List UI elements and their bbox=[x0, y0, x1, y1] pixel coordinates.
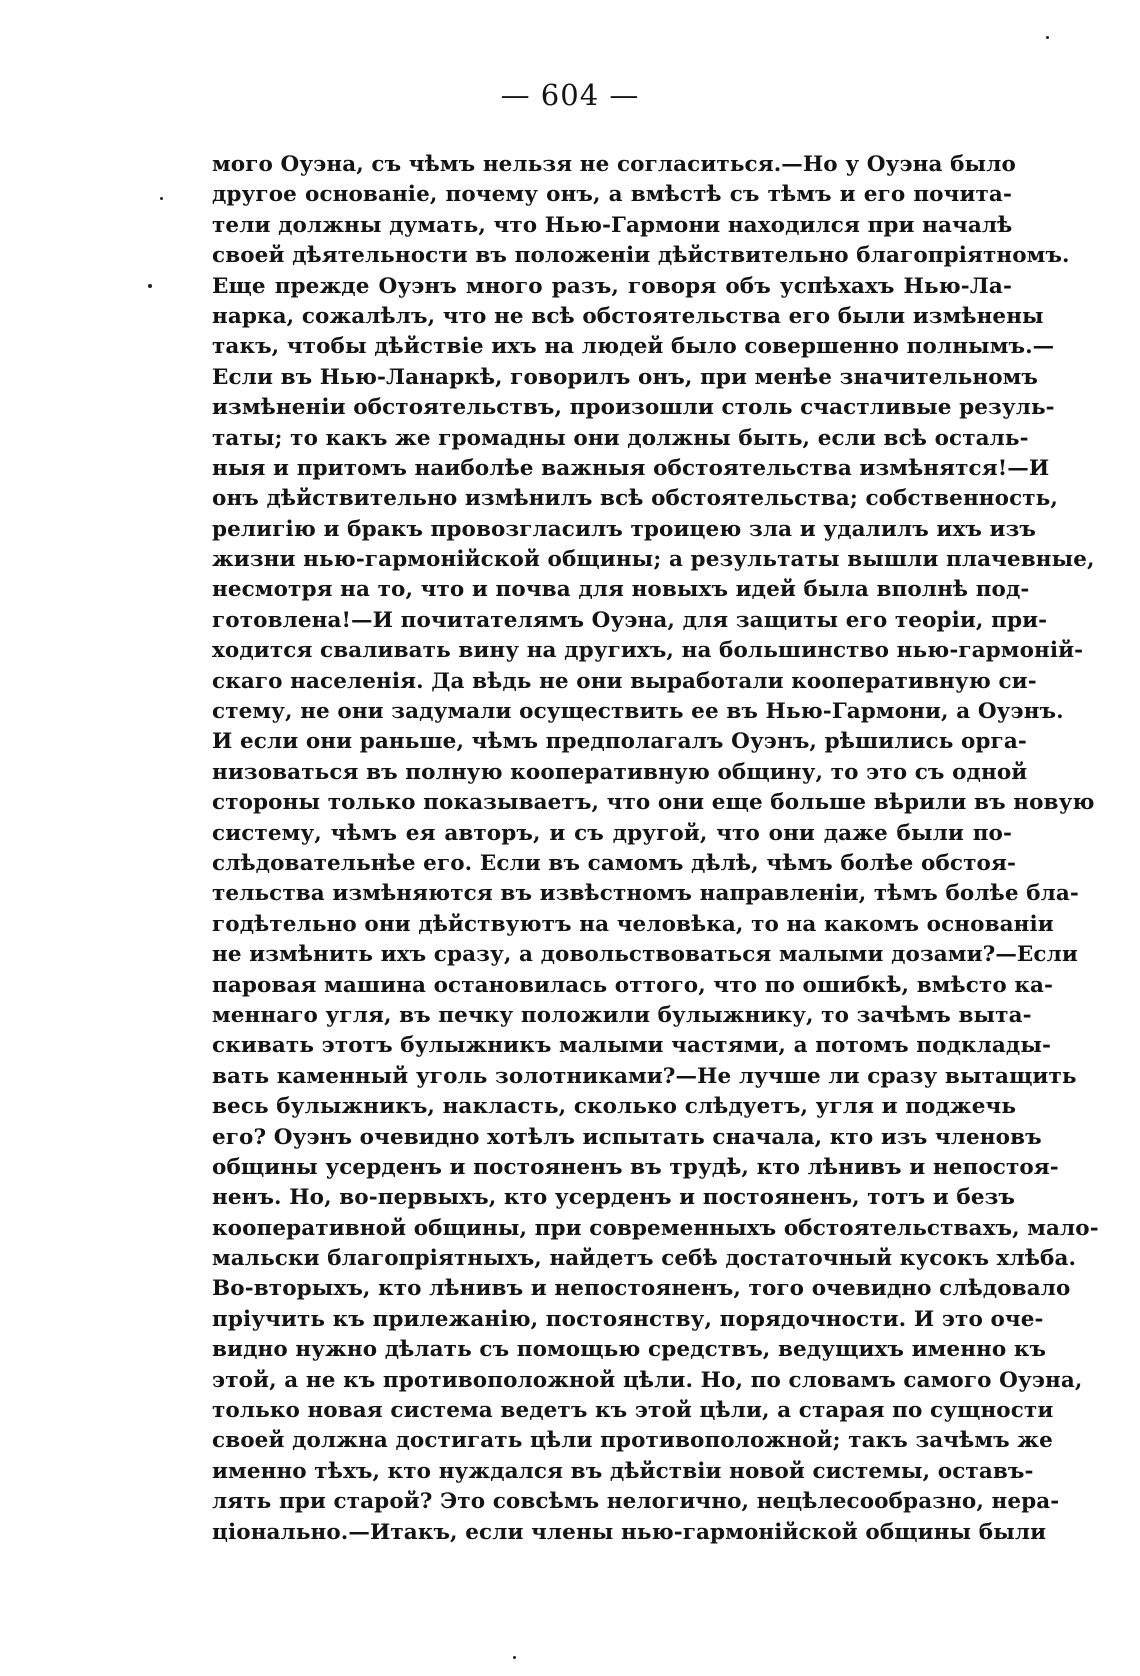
text-line: паровая машина остановилась оттого, что по ошибкѣ, вмѣсто ка- bbox=[212, 972, 1054, 998]
text-line: ходится сваливать вину на другихъ, на большинство нью-гармоній- bbox=[212, 638, 1084, 664]
text-line: готовлена!—И почитателямъ Оуэна, для защиты его теоріи, при- bbox=[212, 607, 1048, 633]
text-line: скаго населенія. Да вѣдь не они выработали кооперативную си- bbox=[212, 668, 1037, 694]
text-line: онъ дѣйствительно измѣнилъ всѣ обстоятельства; собственность, bbox=[212, 486, 1058, 512]
page-number: — 604 — bbox=[500, 78, 640, 112]
text-line: низоваться въ полную кооперативную общину, то это съ одной bbox=[212, 759, 1028, 785]
text-line: вать каменный уголь золотниками?—Не лучше ли сразу вытащить bbox=[212, 1063, 1077, 1089]
text-line: видно нужно дѣлать съ помощью средствъ, ведущихъ именно къ bbox=[212, 1337, 1047, 1363]
text-line: этой, а не къ противоположной цѣли. Но, по словамъ самого Оуэна, bbox=[212, 1367, 1083, 1393]
text-line: мого Оуэна, съ чѣмъ нельзя не согласиться.—Но у Оуэна было bbox=[212, 152, 1016, 177]
text-line: его? Оуэнъ очевидно хотѣлъ испытать сначала, кто изъ членовъ bbox=[212, 1124, 1042, 1150]
text-line: религію и бракъ провозгласилъ троицею зла и удалилъ ихъ изъ bbox=[212, 516, 1037, 542]
scan-speck bbox=[148, 284, 152, 288]
text-line: весь булыжникъ, накласть, сколько слѣдуетъ, угля и поджечь bbox=[212, 1094, 1017, 1120]
text-line: стороны только показываетъ, что они еще больше вѣрили въ новую bbox=[212, 790, 1095, 816]
text-line: Во-вторыхъ, кто лѣнивъ и непостояненъ, того очевидно слѣдовало bbox=[212, 1276, 1071, 1302]
text-line: жизни нью-гармонійской общины; а результаты вышли плачевные, bbox=[212, 547, 1095, 573]
text-line: лять при старой? Это совсѣмъ нелогично, нецѣлесообразно, нера- bbox=[212, 1489, 1060, 1515]
text-line: стему, не они задумали осуществить ее въ Нью-Гармони, а Оуэнъ. bbox=[212, 699, 1064, 725]
text-line: другое основаніе, почему онъ, а вмѣстѣ съ тѣмъ и его почита- bbox=[212, 182, 1012, 208]
text-line: ненъ. Но, во-первыхъ, кто усерденъ и постояненъ, тотъ и безъ bbox=[212, 1185, 1016, 1211]
scan-speck bbox=[160, 197, 163, 200]
text-line: И если они раньше, чѣмъ предполагалъ Оуэнъ, рѣшились орга- bbox=[212, 729, 1027, 755]
body-text bbox=[212, 150, 1099, 1548]
text-line: ныя и притомъ наиболѣе важныя обстоятельства измѣнятся!—И bbox=[212, 455, 1050, 481]
text-line: таты; то какъ же громадны они должны быть, если всѣ осталь- bbox=[212, 425, 1029, 451]
text-line: скивать этотъ булыжникъ малыми частями, а потомъ подклады- bbox=[212, 1033, 1052, 1059]
text-line: ціонально.—Итакъ, если члены нью-гармонійской общины были bbox=[212, 1519, 1047, 1545]
text-line: Если въ Нью-Ланаркѣ, говорилъ онъ, при менѣе значительномъ bbox=[212, 364, 1039, 390]
text-line: тели должны думать, что Нью-Гармони находился при началѣ bbox=[212, 212, 1013, 238]
text-line: меннаго угля, въ печку положили булыжнику, то зачѣмъ выта- bbox=[212, 1002, 1032, 1028]
text-line: систему, чѣмъ ея авторъ, и съ другой, что они даже были по- bbox=[212, 820, 1012, 846]
text-line: тельства измѣняются въ извѣстномъ направленіи, тѣмъ болѣе бла- bbox=[212, 881, 1079, 907]
scan-speck bbox=[1046, 36, 1049, 39]
text-line: своей дѣятельности въ положеніи дѣйствительно благопріятномъ. bbox=[212, 243, 1070, 269]
text-line: мальски благопріятныхъ, найдетъ себѣ достаточный кусокъ хлѣба. bbox=[212, 1246, 1077, 1272]
text-line: кооперативной общины, при современныхъ обстоятельствахъ, мало- bbox=[212, 1215, 1099, 1241]
text-line: нарка, сожалѣлъ, что не всѣ обстоятельства его были измѣнены bbox=[212, 303, 1044, 329]
text-line: Еще прежде Оуэнъ много разъ, говоря объ успѣхахъ Нью-Ла- bbox=[212, 273, 1012, 299]
text-line: именно тѣхъ, кто нуждался въ дѣйствіи новой системы, оставъ- bbox=[212, 1458, 1034, 1484]
scan-speck bbox=[513, 1656, 516, 1659]
text-line: пріучить къ прилежанію, постоянству, порядочности. И это оче- bbox=[212, 1306, 1044, 1332]
text-line: своей должна достигать цѣли противоположной; такъ зачѣмъ же bbox=[212, 1428, 1053, 1454]
text-line: такъ, чтобы дѣйствіе ихъ на людей было совершенно полнымъ.— bbox=[212, 334, 1055, 360]
text-line: не измѣнить ихъ сразу, а довольствоваться малыми дозами?—Если bbox=[212, 942, 1078, 968]
text-line: общины усерденъ и постояненъ въ трудѣ, кто лѣнивъ и непостоя- bbox=[212, 1154, 1059, 1180]
text-line: слѣдовательнѣе его. Если въ самомъ дѣлѣ, чѣмъ болѣе обстоя- bbox=[212, 850, 1016, 876]
text-line: измѣненіи обстоятельствъ, произошли столь счастливые резуль- bbox=[212, 395, 1055, 421]
text-line: годѣтельно они дѣйствуютъ на человѣка, то на какомъ основаніи bbox=[212, 911, 1054, 937]
text-line: несмотря на то, что и почва для новыхъ идей была вполнѣ под- bbox=[212, 577, 1030, 603]
text-line: только новая система ведетъ къ этой цѣли, а старая по сущности bbox=[212, 1398, 1054, 1424]
